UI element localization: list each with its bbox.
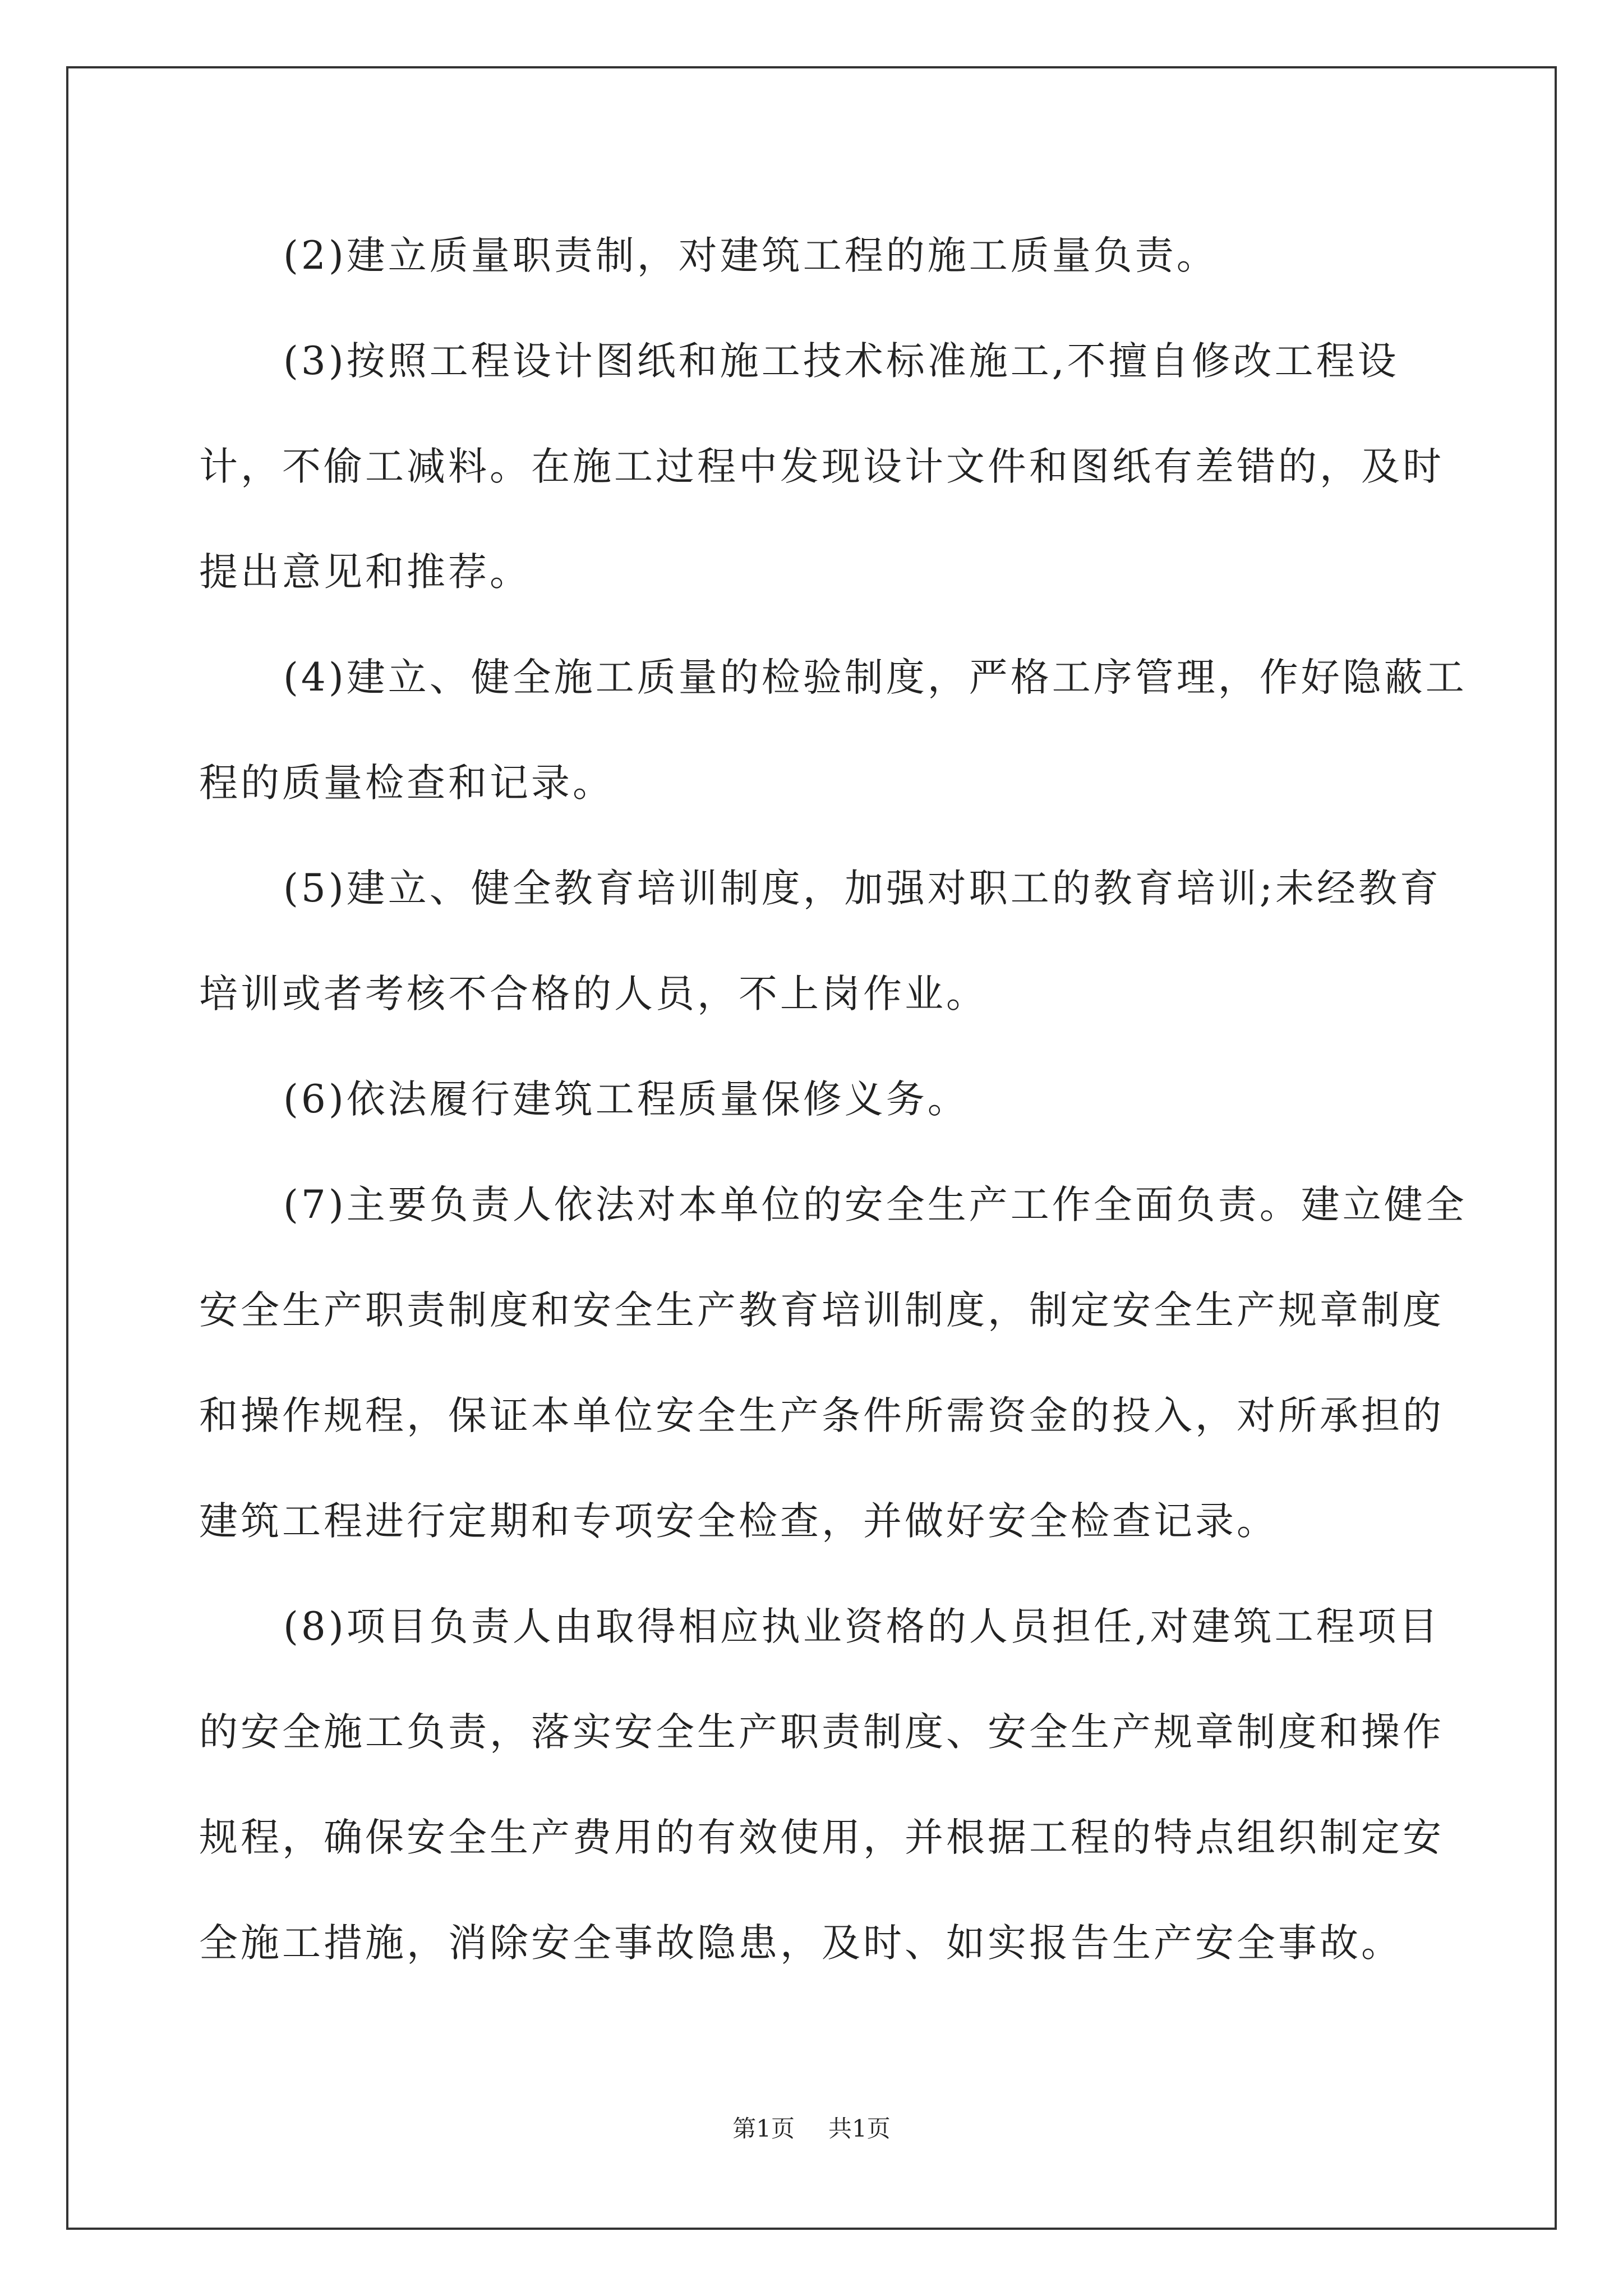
page-footer — [0, 2110, 1623, 2144]
page-number: 第1页 — [732, 2115, 795, 2142]
paragraph-7: (7)主要负责人依法对本单位的安全生产工作全面负责。建立健全安全生产职责制度和安全生产教育培训制度，制定安全生产规章制度和操作规程，保证本单位安全生产条件所需资金的投入，对所承担的建筑工程进行定期和专项安全检查，并做好安全检查记录。 — [199, 1182, 1467, 1544]
paragraph-3: (3)按照工程设计图纸和施工技术标准施工,不擅自修改工程设计，不偷工减料。在施工过程中发现设计文件和图纸有差错的，及时提出意见和推荐。 — [199, 339, 1444, 595]
total-pages: 共1页 — [828, 2115, 891, 2142]
paragraph-2: (2)建立质量职责制，对建筑工程的施工质量负责。 — [283, 233, 1218, 278]
paragraph-5: (5)建立、健全教育培训制度，加强对职工的教育培训;未经教育培训或者考核不合格的人员，不上岗作业。 — [199, 866, 1441, 1016]
paragraph-8: (8)项目负责人由取得相应执业资格的人员担任,对建筑工程项目的安全施工负责，落实安全生产职责制度、安全生产规章制度和操作规程，确保安全生产费用的有效使用，并根据工程的特点组织制定安全施工措施，消除安全事故隐患，及时、如实报告生产安全事故。 — [199, 1604, 1444, 1966]
paragraph-6: (6)依法履行建筑工程质量保修义务。 — [283, 1077, 969, 1122]
paragraph-4: (4)建立、健全施工质量的检验制度，严格工序管理，作好隐蔽工程的质量检查和记录。 — [199, 655, 1467, 806]
document-body — [199, 203, 1478, 1996]
